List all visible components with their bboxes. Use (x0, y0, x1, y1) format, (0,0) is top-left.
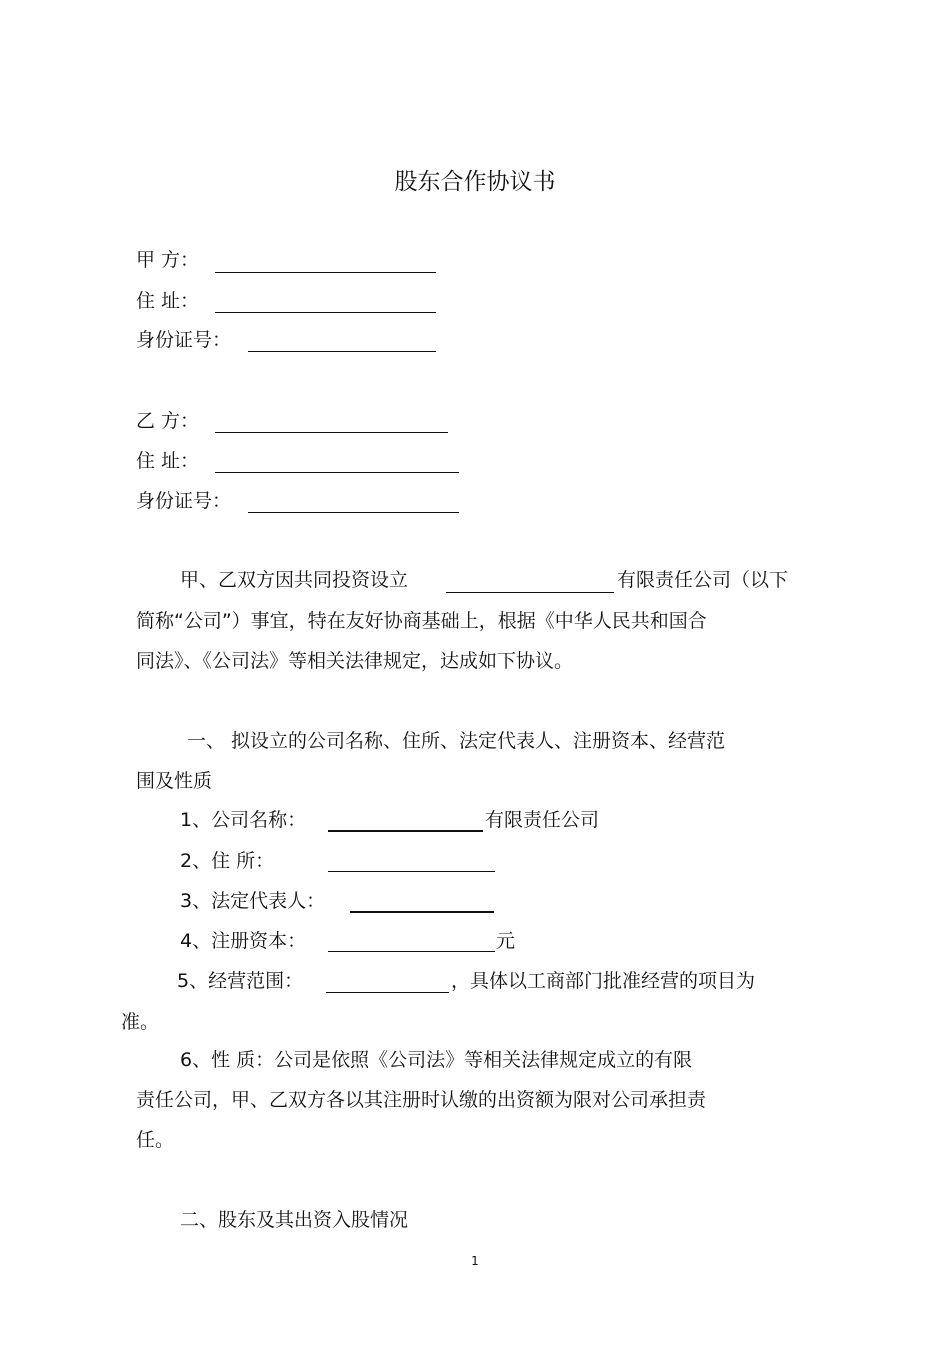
document-title: 股东合作协议书 (394, 169, 556, 195)
party-a-id-blank[interactable] (248, 351, 436, 352)
item5-label: 5、经营范围： (177, 970, 304, 992)
intro-line3: 同法》、《公司法》等相关法律规定，达成如下协议。 (136, 650, 574, 672)
party-a-id-label: 身份证号： (136, 329, 232, 351)
item2-blank[interactable] (328, 871, 495, 872)
section1-heading-line1: 一、 拟设立的公司名称、住所、法定代表人、注册资本、经营范 (187, 730, 726, 752)
item3-label: 3、法定代表人： (180, 890, 326, 912)
party-b-address-label: 住 址： (136, 450, 200, 472)
item4-blank[interactable] (328, 951, 495, 952)
item5-blank[interactable] (326, 992, 449, 993)
item1-blank[interactable] (328, 830, 483, 832)
item6-line1: 6、性 质：公司是依照《公司法》等相关法律规定成立的有限 (180, 1049, 693, 1071)
item1-label: 1、公司名称： (180, 809, 307, 831)
company-name-blank[interactable] (446, 592, 614, 593)
item3-blank[interactable] (350, 911, 494, 913)
section2-heading: 二、股东及其出资入股情况 (180, 1209, 409, 1231)
page-number: 1 (471, 1254, 479, 1268)
party-b-address-blank[interactable] (215, 472, 459, 473)
party-b-id-blank[interactable] (248, 512, 459, 513)
item6-line2: 责任公司，甲、乙双方各以其注册时认缴的出资额为限对公司承担责 (136, 1089, 707, 1111)
party-b-name-blank[interactable] (215, 432, 448, 433)
item2-label: 2、住 所： (180, 850, 275, 872)
intro-line1-suffix: 有限责任公司（以下 (617, 569, 789, 591)
item5-suffix: ，具体以工商部门批准经营的项目为 (451, 970, 756, 992)
item1-suffix: 有限责任公司 (485, 809, 600, 831)
item5-line2: 准。 (121, 1011, 160, 1033)
party-b-id-label: 身份证号： (136, 490, 232, 512)
item4-label: 4、注册资本： (180, 930, 307, 952)
party-b-name-label: 乙 方： (136, 410, 200, 432)
party-a-address-blank[interactable] (215, 312, 436, 313)
party-a-name-label: 甲 方： (136, 249, 200, 271)
item6-line3: 任。 (136, 1129, 175, 1151)
intro-line1-prefix: 甲、乙双方因共同投资设立 (180, 569, 409, 591)
party-a-address-label: 住 址： (136, 290, 200, 312)
item4-suffix: 元 (496, 930, 516, 952)
section1-heading-line2: 围及性质 (136, 770, 213, 792)
party-a-name-blank[interactable] (215, 272, 436, 273)
intro-line2: 简称“公司”）事宜，特在友好协商基础上，根据《中华人民共和国合 (136, 610, 707, 632)
